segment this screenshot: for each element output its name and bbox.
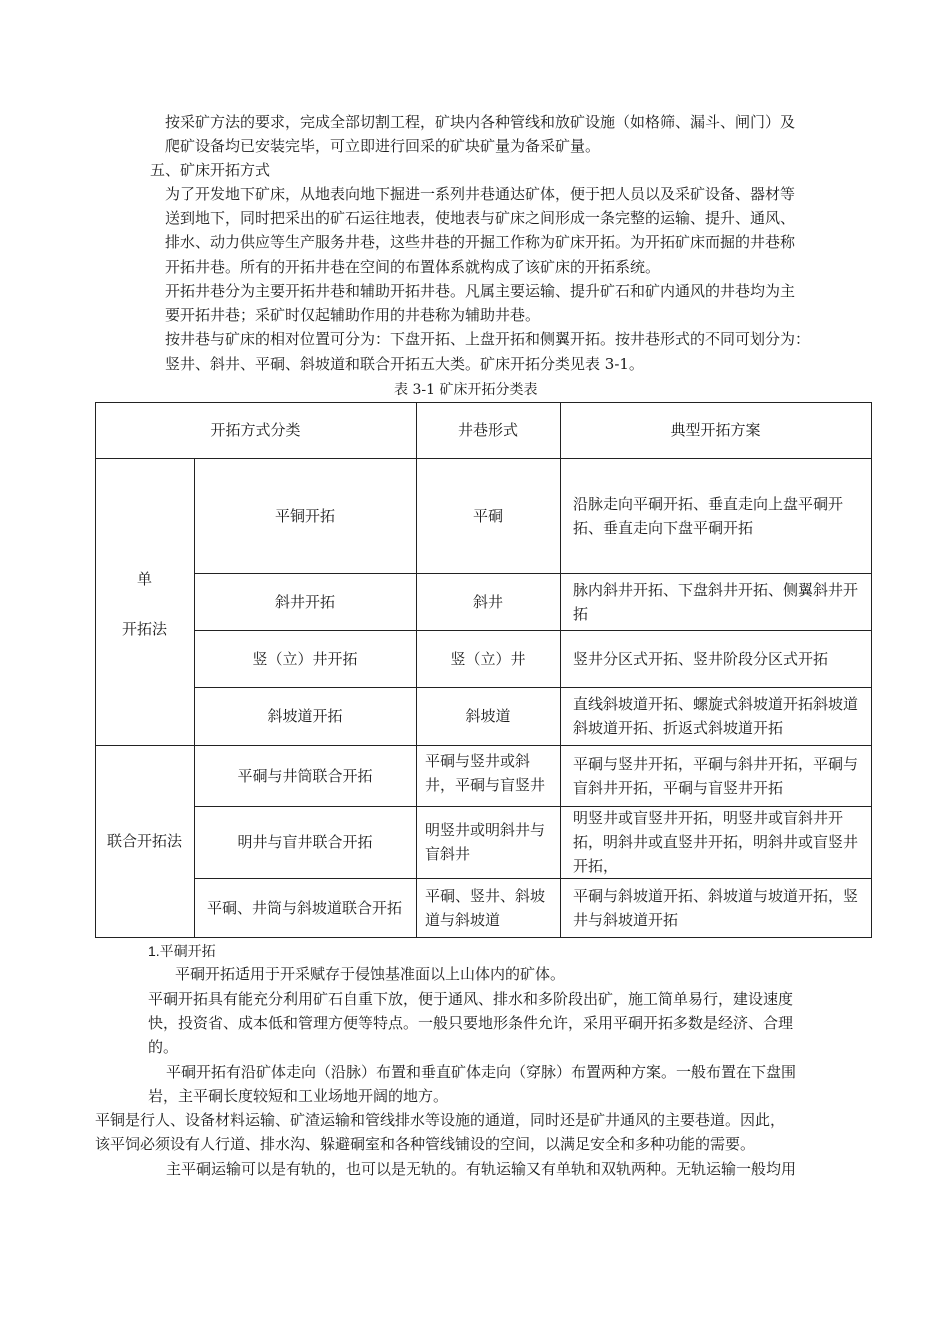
row-5-form: 平硐与竖井或斜井，平硐与盲竖井: [425, 752, 546, 794]
para1-line-1: 为了开发地下矿床，从地表向地下掘进一系列井巷通达矿体，便于把人员以及采矿设备、器材等: [165, 185, 796, 203]
header-method: 开拓方式分类: [210, 421, 301, 439]
row-5-scheme: 平硐与竖井开拓，平硐与斜井开拓，平硐与盲斜井开拓，平硐与盲竖井开拓: [573, 754, 859, 797]
para6-line-2: 岩，主平硐长度较短和工业场地开阔的地方。: [148, 1087, 449, 1105]
row-5-method: 平硐与井筒联合开拓: [237, 766, 373, 785]
para5-line-1: 平硐开拓具有能充分利用矿石自重下放，便于通风、排水和多阶段出矿，施工简单易行，建设速度: [148, 990, 794, 1008]
row-4-scheme: 直线斜坡道开拓、螺旋式斜坡道开拓斜坡道斜坡道开拓、折返式斜坡道开拓: [573, 695, 859, 737]
para3-line-2: 竖井、斜井、平硐、斜坡道和联合开拓五大类。矿床开拓分类见表 3-1。: [165, 355, 644, 373]
row-7-form: 平硐、竖井、斜坡道与斜坡道: [425, 886, 546, 929]
row-3-method: 竖（立）井开拓: [252, 649, 358, 668]
para1-line-4: 开拓井巷。所有的开拓井巷在空间的布置体系就构成了该矿床的开拓系统。: [165, 258, 661, 276]
para1-line-3: 排水、动力供应等生产服务井巷，这些井巷的开掘工作称为矿床开拓。为开拓矿床而掘的井巷称: [165, 233, 796, 251]
group-single-label: 开拓法: [121, 620, 167, 638]
row-6-method: 明井与盲井联合开拓: [237, 833, 373, 851]
para5-line-2: 快，投资省、成本低和管理方便等特点。一般只要地形条件允许，采用平硐开拓多数是经济、合理: [148, 1014, 794, 1032]
group-combined-label: 联合开拓法: [106, 832, 182, 850]
classification-table: [95, 402, 872, 938]
section-title: 五、矿床开拓方式: [150, 161, 271, 179]
header-scheme: 典型开拓方案: [670, 421, 761, 439]
para7-line-2: 该平饲必须设有人行道、排水沟、躲避硐室和各种管线铺设的空间，以满足安全和多种功能的需要。: [95, 1135, 756, 1153]
row-3-form: 竖（立）井: [450, 649, 526, 668]
para1-line-2: 送到地下，同时把采出的矿石运往地表，使地表与矿床之间形成一条完整的运输、提升、通风、: [165, 209, 796, 227]
para6-line-1: 平硐开拓有沿矿体走向（沿脉）布置和垂直矿体走向（穿脉）布置两种方案。一般布置在下盘围: [166, 1063, 797, 1081]
row-6-scheme: 明竖井或盲竖井开拓，明竖井或盲斜井开拓，明斜井或直竖井开拓，明斜井或盲竖井开拓，: [573, 809, 859, 875]
para2-line-1: 开拓井巷分为主要开拓井巷和辅助开拓井巷。凡属主要运输、提升矿石和矿内通风的井巷均为主: [165, 282, 796, 300]
para5-line-3: 的。: [148, 1038, 179, 1056]
row-2-scheme: 脉内斜井开拓、下盘斜井开拓、侧翼斜井开拓: [573, 580, 859, 623]
row-1-scheme: 沿脉走向平硐开拓、垂直走向上盘平硐开拓、垂直走向下盘平硐开拓: [573, 494, 844, 537]
para2-line-2: 要开拓井巷；采矿时仅起辅助作用的井巷称为辅助井巷。: [165, 306, 541, 324]
row-1-form: 平硐: [472, 506, 503, 525]
row-2-method: 斜井开拓: [274, 592, 335, 611]
group-single-char: 单: [136, 570, 152, 588]
intro-line-1: 按采矿方法的要求，完成全部切割工程，矿块内各种管线和放矿设施（如格筛、漏斗、闸门）及: [165, 113, 796, 131]
para3-line-1: 按井巷与矿床的相对位置可分为：下盘开拓、上盘开拓和侧翼开拓。按井巷形式的不同可划分为：: [165, 330, 811, 348]
row-3-scheme: 竖井分区式开拓、竖井阶段分区式开拓: [573, 649, 829, 668]
row-1-method: 平铜开拓: [274, 506, 335, 525]
row-2-form: 斜井: [472, 592, 503, 611]
para7-line-1: 平铜是行人、设备材料运输、矿渣运输和管线排水等设施的通道，同时还是矿井通风的主要巷道。因此，: [95, 1111, 786, 1129]
row-4-method: 斜坡道开拓: [267, 707, 343, 725]
row-7-scheme: 平硐与斜坡道开拓、斜坡道与坡道开拓，竖井与斜坡道开拓: [573, 886, 859, 929]
row-7-method: 平硐、井筒与斜坡道联合开拓: [207, 898, 403, 917]
table-caption: 表 3-1 矿床开拓分类表: [394, 382, 538, 398]
row-4-form: 斜坡道: [465, 707, 511, 725]
header-form: 井巷形式: [457, 421, 518, 439]
subsection-title: 1.平硐开拓: [148, 943, 216, 959]
intro-line-2: 爬矿设备均已安装完毕，可立即进行回采的矿块矿量为备采矿量。: [165, 137, 601, 155]
para8: 主平硐运输可以是有轨的，也可以是无轨的。有轨运输又有单轨和双轨两种。无轨运输一般均用: [166, 1160, 797, 1178]
para4: 平硐开拓适用于开采赋存于侵蚀基准面以上山体内的矿体。: [175, 965, 566, 983]
row-6-form: 明竖井或明斜井与盲斜井: [425, 821, 546, 863]
